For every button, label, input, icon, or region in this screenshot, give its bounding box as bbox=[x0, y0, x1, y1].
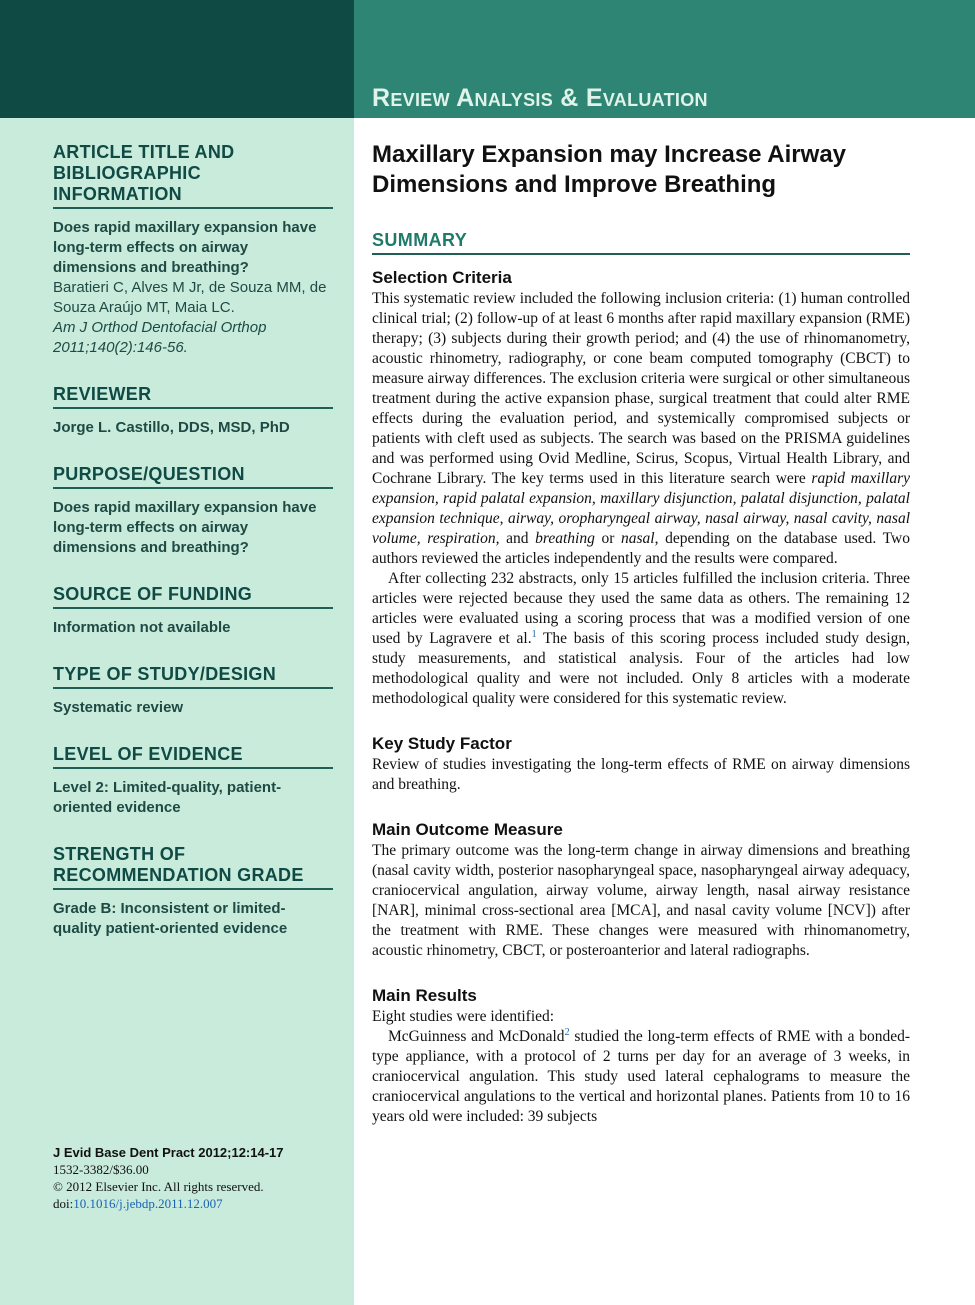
reviewer-block bbox=[53, 384, 333, 438]
main-outcome-heading: Main Outcome Measure bbox=[372, 820, 563, 839]
grade-block bbox=[53, 844, 333, 939]
citation-footer bbox=[53, 1144, 343, 1212]
reference-2[interactable]: 2 bbox=[564, 1026, 570, 1038]
study-type-heading: TYPE OF STUDY/DESIGN bbox=[53, 664, 333, 689]
article-authors: Baratieri C, Alves M Jr, de Souza MM, de Souza Araújo MT, Maia LC. bbox=[53, 279, 327, 316]
article-citation: Am J Orthod Dentofacial Orthop 2011;140(2):146-56. bbox=[53, 319, 267, 356]
journal-citation: J Evid Base Dent Pract 2012;12:14-17 bbox=[53, 1145, 284, 1160]
article-question: Does rapid maxillary expansion have long-term effects on airway dimensions and breathing? bbox=[53, 219, 317, 276]
reviewer-name: Jorge L. Castillo, DDS, MSD, PhD bbox=[53, 419, 290, 436]
purpose-heading: PURPOSE/QUESTION bbox=[53, 464, 333, 489]
purpose-text: Does rapid maxillary expansion have long-term effects on airway dimensions and breathing? bbox=[53, 499, 317, 556]
grade-heading: STRENGTH OF RECOMMENDATION GRADE bbox=[53, 844, 333, 890]
selection-criteria-paragraph-2: After collecting 232 abstracts, only 15 articles fulfilled the inclusion criteria. Three articles were rejected because they used the same data as others. The remaining 12 articles were evaluated using a scoring process that was a modified version of one used by Lagravere et al.$^1$ The basis of this scoring process included study design, study measurements, and statistical analysis. Four of the articles had low methodological quality and were not included. Only 8 articles with a moderate methodological quality were considered for this systematic review. bbox=[372, 570, 911, 707]
issn: 1532-3382/$36.00 bbox=[53, 1162, 149, 1177]
section-banner: Review Analysis & Evaluation bbox=[372, 84, 708, 112]
article-info-block bbox=[53, 142, 333, 358]
key-study-factor-text: Review of studies investigating the long-term effects of RME on airway dimensions and breathing. bbox=[372, 756, 910, 793]
evidence-block bbox=[53, 744, 333, 818]
main-outcome-text: The primary outcome was the long-term change in airway dimensions and breathing (nasal cavity width, posterior nasopharyngeal space, nasopharyngeal airway adequacy, craniocervical angulation, airway volume, airway length, nasal airway resistance [NAR], minimal cross-sectional area [MCA], and nasal cavity volume [NCV]) after the treatment with RME. These changes were measured with rhinomanometry, acoustic rhinometry, CBCT, or posteroanterior and lateral radiographs. bbox=[372, 842, 910, 959]
doi-label: doi: bbox=[53, 1196, 74, 1211]
study-type-block bbox=[53, 664, 333, 718]
summary-heading: SUMMARY bbox=[372, 230, 910, 255]
doi-line bbox=[53, 1195, 343, 1212]
main-results-paragraph: McGuinness and McDonald$^2$ studied the long-term effects of RME with a bonded-type appliance, with a protocol of 2 turns per day for an average of 3 weeks, in craniocervical angulation. This study used lateral cephalograms to measure the craniocervical angulations to the vertical and horizontal planes. Patients from 10 to 16 years old were included: 39 subjects bbox=[372, 1026, 910, 1125]
doi-link[interactable]: 10.1016/j.jebdp.2011.12.007 bbox=[73, 1196, 223, 1211]
main-results-heading: Main Results bbox=[372, 986, 477, 1005]
article-title: Maxillary Expansion may Increase Airway Dimensions and Improve Breathing bbox=[372, 141, 847, 198]
selection-criteria-paragraph-1: This systematic review included the following inclusion criteria: (1) human controlled clinical trial; (2) follow-up of at least 6 months after rapid maxillary expansion (RME) therapy; (3) subjects during their growth period; and (4) the use of rhinomanometry, acoustic rhinometry, radiography, or cone beam computed tomography (CBCT) to measure airway differences. The exclusion criteria were surgical or other simultaneous treatment during the active expansion phase, surgical treatment that could alter RME effects during the evaluation period, and systemically compromised subjects or patients with cleft used as subjects. The search was based on the PRISMA guidelines and was performed using Ovid Medline, Scirus, Scopus, Virtual Health Library, and Cochrane Library. The key terms used in this literature search were rapid maxillary expansion, rapid palatal expansion, maxillary disjunction, palatal disjunction, palatal expansion technique, airway, oropharyngeal airway, nasal airway, nasal cavity, nasal volume, respiration, and breathing or nasal, depending on the database used. Two authors reviewed the articles independently and the results were compared. bbox=[372, 290, 910, 567]
sidebar bbox=[0, 118, 354, 1305]
main-column bbox=[372, 140, 910, 1127]
evidence-heading: LEVEL OF EVIDENCE bbox=[53, 744, 333, 769]
article-info-heading: ARTICLE TITLE AND BIBLIOGRAPHIC INFORMATION bbox=[53, 142, 333, 209]
sidebar-content bbox=[53, 142, 333, 965]
reference-1[interactable]: 1 bbox=[531, 628, 537, 640]
key-study-factor-heading: Key Study Factor bbox=[372, 734, 512, 753]
selection-criteria-heading: Selection Criteria bbox=[372, 268, 512, 287]
main-results-intro: Eight studies were identified: bbox=[372, 1008, 555, 1025]
header-band-left bbox=[0, 0, 354, 118]
reviewer-heading: REVIEWER bbox=[53, 384, 333, 409]
funding-block bbox=[53, 584, 333, 638]
grade-text: Grade B: Inconsistent or limited-quality patient-oriented evidence bbox=[53, 900, 288, 937]
evidence-text: Level 2: Limited-quality, patient-oriented evidence bbox=[53, 779, 282, 816]
purpose-block bbox=[53, 464, 333, 558]
funding-heading: SOURCE OF FUNDING bbox=[53, 584, 333, 609]
study-type-text: Systematic review bbox=[53, 699, 184, 716]
funding-text: Information not available bbox=[53, 619, 231, 636]
copyright: © 2012 Elsevier Inc. All rights reserved. bbox=[53, 1179, 264, 1194]
